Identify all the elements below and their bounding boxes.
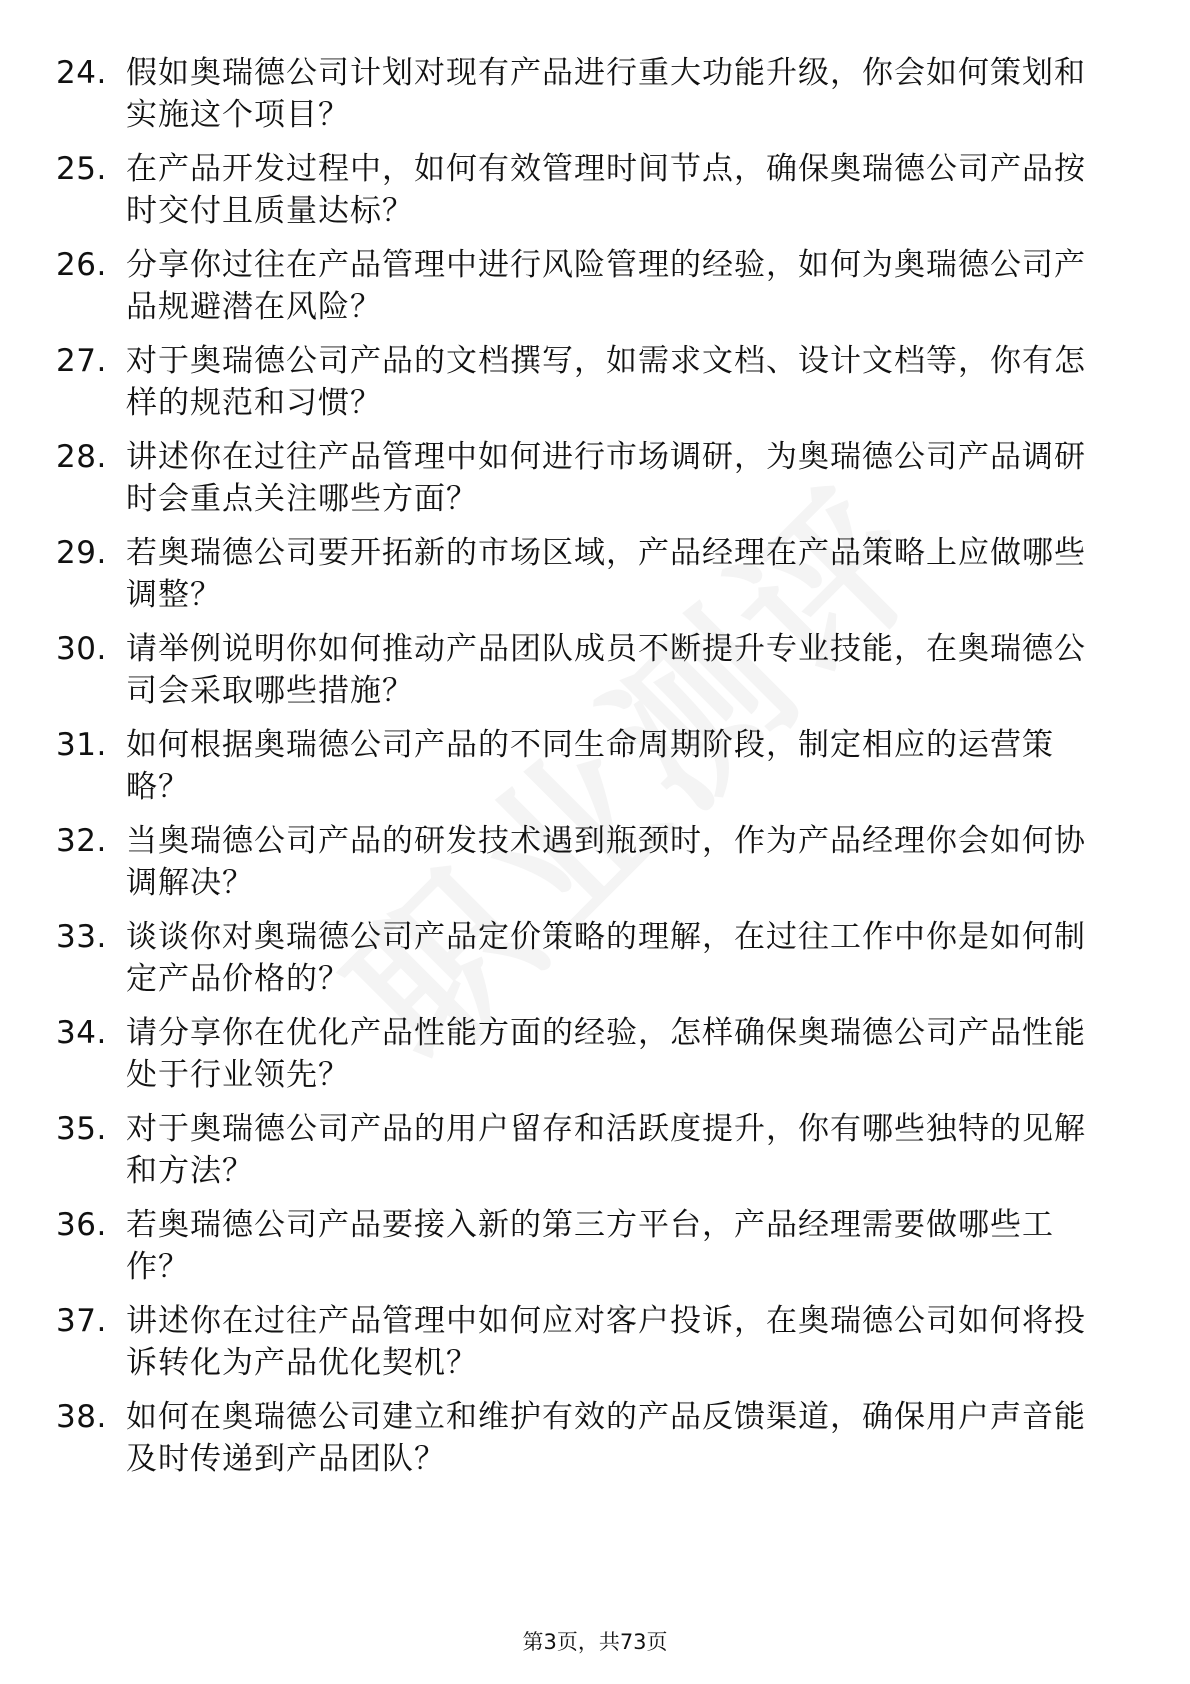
question-text: 若奥瑞德公司产品要接入新的第三方平台，产品经理需要做哪些工作？ <box>126 1207 1054 1285</box>
question-text: 分享你过往在产品管理中进行风险管理的经验，如何为奥瑞德公司产品规避潜在风险？ <box>126 247 1086 325</box>
question-item <box>56 1204 1116 1300</box>
question-item <box>56 244 1116 340</box>
question-number: 25. <box>56 151 107 187</box>
question-item <box>56 1012 1116 1108</box>
question-number: 38. <box>56 1399 107 1435</box>
question-number: 29. <box>56 535 107 571</box>
question-text: 请分享你在优化产品性能方面的经验，怎样确保奥瑞德公司产品性能处于行业领先？ <box>126 1015 1086 1093</box>
question-item <box>56 148 1116 244</box>
question-number: 27. <box>56 343 107 379</box>
question-item <box>56 916 1116 1012</box>
question-item <box>56 52 1116 148</box>
question-item <box>56 1396 1116 1492</box>
page-footer <box>0 1628 1190 1656</box>
question-number: 33. <box>56 919 107 955</box>
question-item <box>56 436 1116 532</box>
question-number: 30. <box>56 631 107 667</box>
question-text: 谈谈你对奥瑞德公司产品定价策略的理解，在过往工作中你是如何制定产品价格的？ <box>126 919 1086 997</box>
question-text: 讲述你在过往产品管理中如何应对客户投诉，在奥瑞德公司如何将投诉转化为产品优化契机？ <box>126 1303 1086 1381</box>
question-text: 如何根据奥瑞德公司产品的不同生命周期阶段，制定相应的运营策略？ <box>126 727 1054 805</box>
question-item <box>56 1300 1116 1396</box>
question-text: 假如奥瑞德公司计划对现有产品进行重大功能升级，你会如何策划和实施这个项目？ <box>126 55 1086 133</box>
question-text: 对于奥瑞德公司产品的用户留存和活跃度提升，你有哪些独特的见解和方法？ <box>126 1111 1086 1189</box>
question-number: 37. <box>56 1303 107 1339</box>
question-text: 请举例说明你如何推动产品团队成员不断提升专业技能，在奥瑞德公司会采取哪些措施？ <box>126 631 1086 709</box>
question-item <box>56 628 1116 724</box>
page-number-label: 第3页，共73页 <box>522 1630 668 1654</box>
question-number: 28. <box>56 439 107 475</box>
question-number: 26. <box>56 247 107 283</box>
question-text: 若奥瑞德公司要开拓新的市场区域，产品经理在产品策略上应做哪些调整？ <box>126 535 1086 613</box>
question-number: 34. <box>56 1015 107 1051</box>
question-text: 如何在奥瑞德公司建立和维护有效的产品反馈渠道，确保用户声音能及时传递到产品团队？ <box>126 1399 1086 1477</box>
question-text: 在产品开发过程中，如何有效管理时间节点，确保奥瑞德公司产品按时交付且质量达标？ <box>126 151 1086 229</box>
question-number: 32. <box>56 823 107 859</box>
question-number: 35. <box>56 1111 107 1147</box>
question-number: 31. <box>56 727 107 763</box>
question-text: 对于奥瑞德公司产品的文档撰写，如需求文档、设计文档等，你有怎样的规范和习惯？ <box>126 343 1086 421</box>
question-number: 24. <box>56 55 107 91</box>
question-item <box>56 1108 1116 1204</box>
question-text: 当奥瑞德公司产品的研发技术遇到瓶颈时，作为产品经理你会如何协调解决？ <box>126 823 1086 901</box>
question-list <box>56 52 1116 1492</box>
question-item <box>56 532 1116 628</box>
question-item <box>56 820 1116 916</box>
question-item <box>56 724 1116 820</box>
question-number: 36. <box>56 1207 107 1243</box>
question-item <box>56 340 1116 436</box>
question-text: 讲述你在过往产品管理中如何进行市场调研，为奥瑞德公司产品调研时会重点关注哪些方面？ <box>126 439 1086 517</box>
